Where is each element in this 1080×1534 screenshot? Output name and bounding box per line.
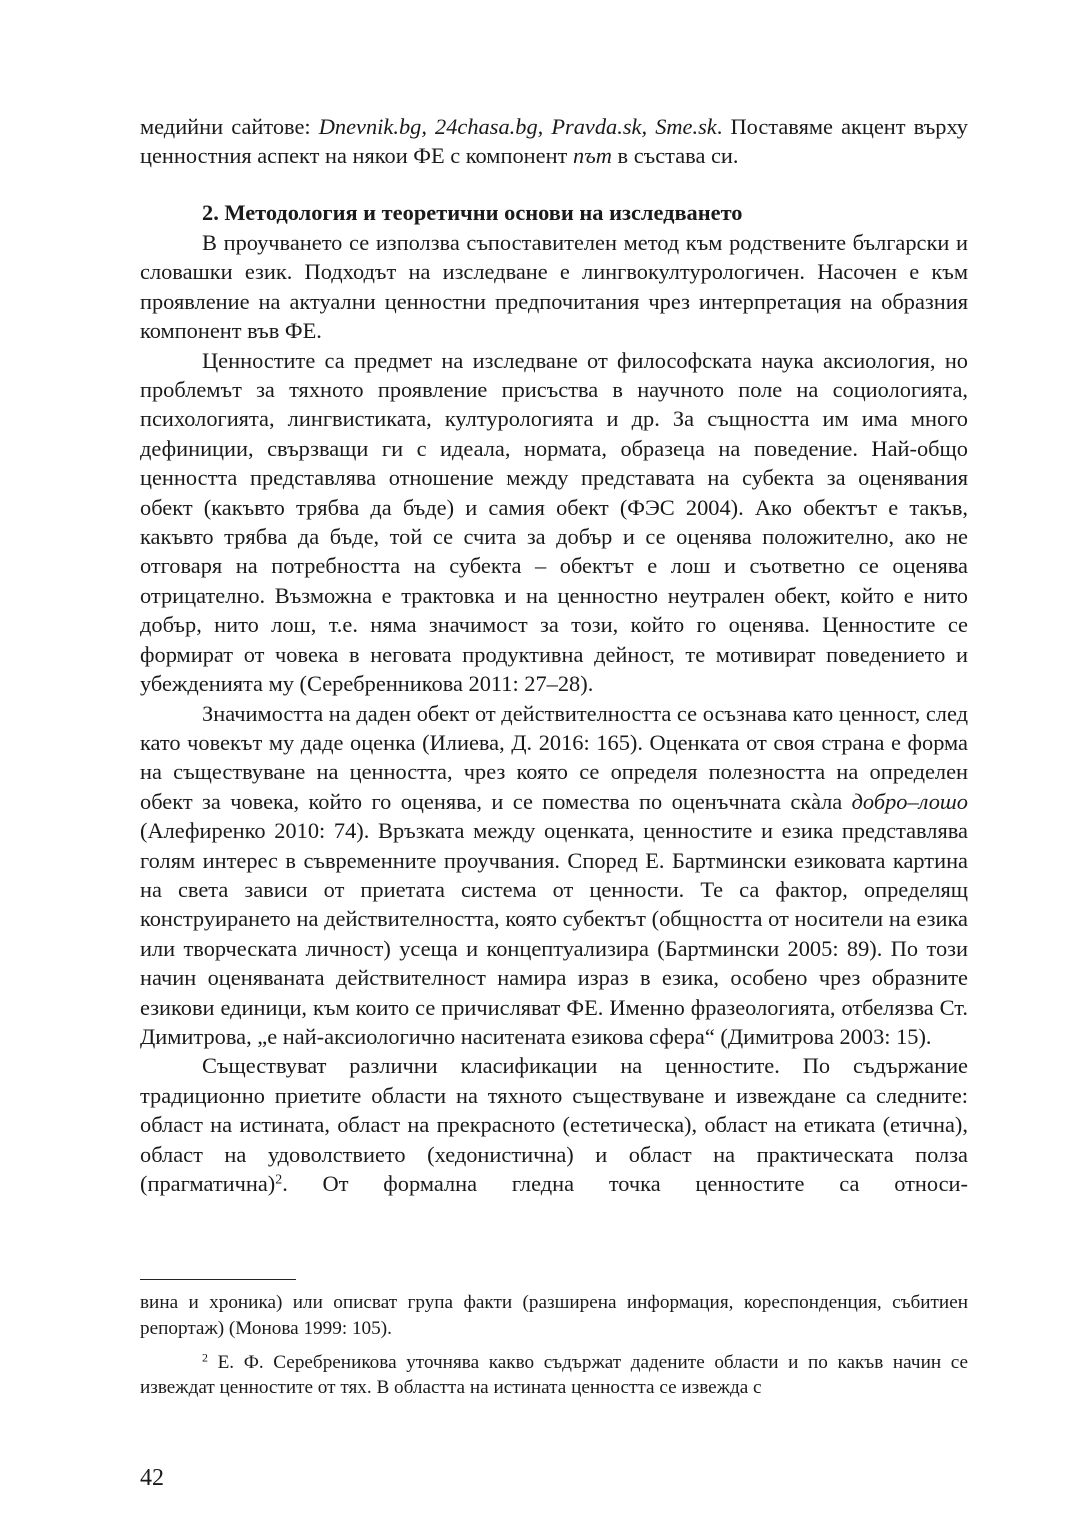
- paragraph-evaluation: [140, 699, 968, 1052]
- footnote-2: [140, 1350, 968, 1402]
- paragraph-classifications-text-1: Съществуват различни класификации на ценностите. По съдържание традиционно приетите области на тяхното съществуване и извеждане са следните: област на истината, област на прекрасното (естетическа), област на етиката (етична), област на удоволствието (хедонистична) и област на практическата полза (прагматична): [140, 1053, 968, 1196]
- footnote-separator: [140, 1279, 296, 1280]
- paragraph-classifications: [140, 1051, 968, 1198]
- intro-prefix: медийни сайтове:: [140, 114, 319, 139]
- page-number: 42: [140, 1465, 164, 1491]
- footnote-2-mark: 2: [202, 1350, 208, 1365]
- paragraph-methodology: В проучването се използва съпоставителен метод към родствените български и словашки език. Подходът на изследване е лингвокултурологичен. Насочен е към проявление на актуални ценностни предпочитания чрез интерпретация на образния компонент във ФЕ.: [140, 230, 968, 344]
- paragraph-classifications-text-2: . От формална гледна точка ценностите са относи-: [282, 1171, 968, 1196]
- intro-middle: . Поставяме акцент върху ценностния аспект на някои ФЕ с компонент: [140, 114, 968, 169]
- section-heading: 2. Методология и теоретични основи на изследването: [202, 200, 743, 225]
- footnote-continuation: вина и хроника) или описват група факти (разширена информация, кореспонденция, събитиен репортаж) (Монова 1999: 105).: [140, 1292, 968, 1339]
- footnote-2-text: Е. Ф. Серебреникова уточнява какво съдържат дадените области и по какъв начин се извеждат ценностите от тях. В областта на истината ценността се извежда с: [140, 1351, 968, 1399]
- intro-keyword: път: [572, 143, 612, 169]
- footnotes: [140, 1290, 968, 1401]
- main-text: [140, 228, 968, 1198]
- paragraph-evaluation-italic: добро–лошо: [851, 788, 968, 814]
- paragraph-evaluation-text-1: Значимостта на даден обект от действителността се осъзнава като ценност, след като човекът му даде оценка (Илиева, Д. 2016: 165). Оценката от своя страна е форма на съществуване на ценността, чрез която се определя полезността на определен обект за човека, който го оценява, и се помества по оценъчната скàла: [140, 700, 968, 814]
- intro-sites: Dnevnik.bg, 24chasa.bg, Pravda.sk, Sme.sk: [318, 114, 717, 139]
- intro-paragraph: [140, 112, 968, 171]
- intro-suffix: в състава си.: [611, 143, 739, 169]
- paragraph-evaluation-text-2: (Алефиренко 2010: 74). Връзката между оценката, ценностите и езика представлява голям интерес в съвременните проучвания. Според Е. Бартмински езиковата картина на света зависи от приетата система от ценности. Те са фактор, определящ конструирането на действителността, която субектът (общността от носители на езика или творческата личност) усеща и концептуализира (Бартмински 2005: 89). По този начин оценяваната действителност намира израз в езика, особено чрез образните езикови единици, към които се причисляват ФЕ. Именно фразеологията, отбелязва Ст. Димитрова, „е най-аксиологично наситената езикова сфера“ (Димитрова 2003: 15).: [140, 818, 968, 1049]
- footnote-reference-2[interactable]: 2: [275, 1172, 283, 1188]
- paragraph-values-definition: Ценностите са предмет на изследване от философската наука аксиология, но проблемът за тяхното проявление присъства в научното поле на социологията, психологията, лингвистиката, културологията и др. За същността им има много дефиниции, свързващи ги с идеала, нормата, образеца на поведение. Най-общо ценността представлява отношение между представата на субекта за оценявания обект (какъвто трябва да бъде) и самия обект (ФЭС 2004). Ако обектът е такъв, какъвто трябва да бъде, той се счита за добър и се оценява положително, ако не отговаря на потребността на субекта – обектът е лош и съответно се оценява отрицателно. Възможна е трактовка и на ценностно неутрален обект, който е нито добър, нито лош, т.е. няма значимост за този, който го оценява. Ценностите се формират от човека в неговата продуктивна дейност, те мотивират поведението и убежденията му (Серебренникова 2011: 27–28).: [140, 347, 968, 697]
